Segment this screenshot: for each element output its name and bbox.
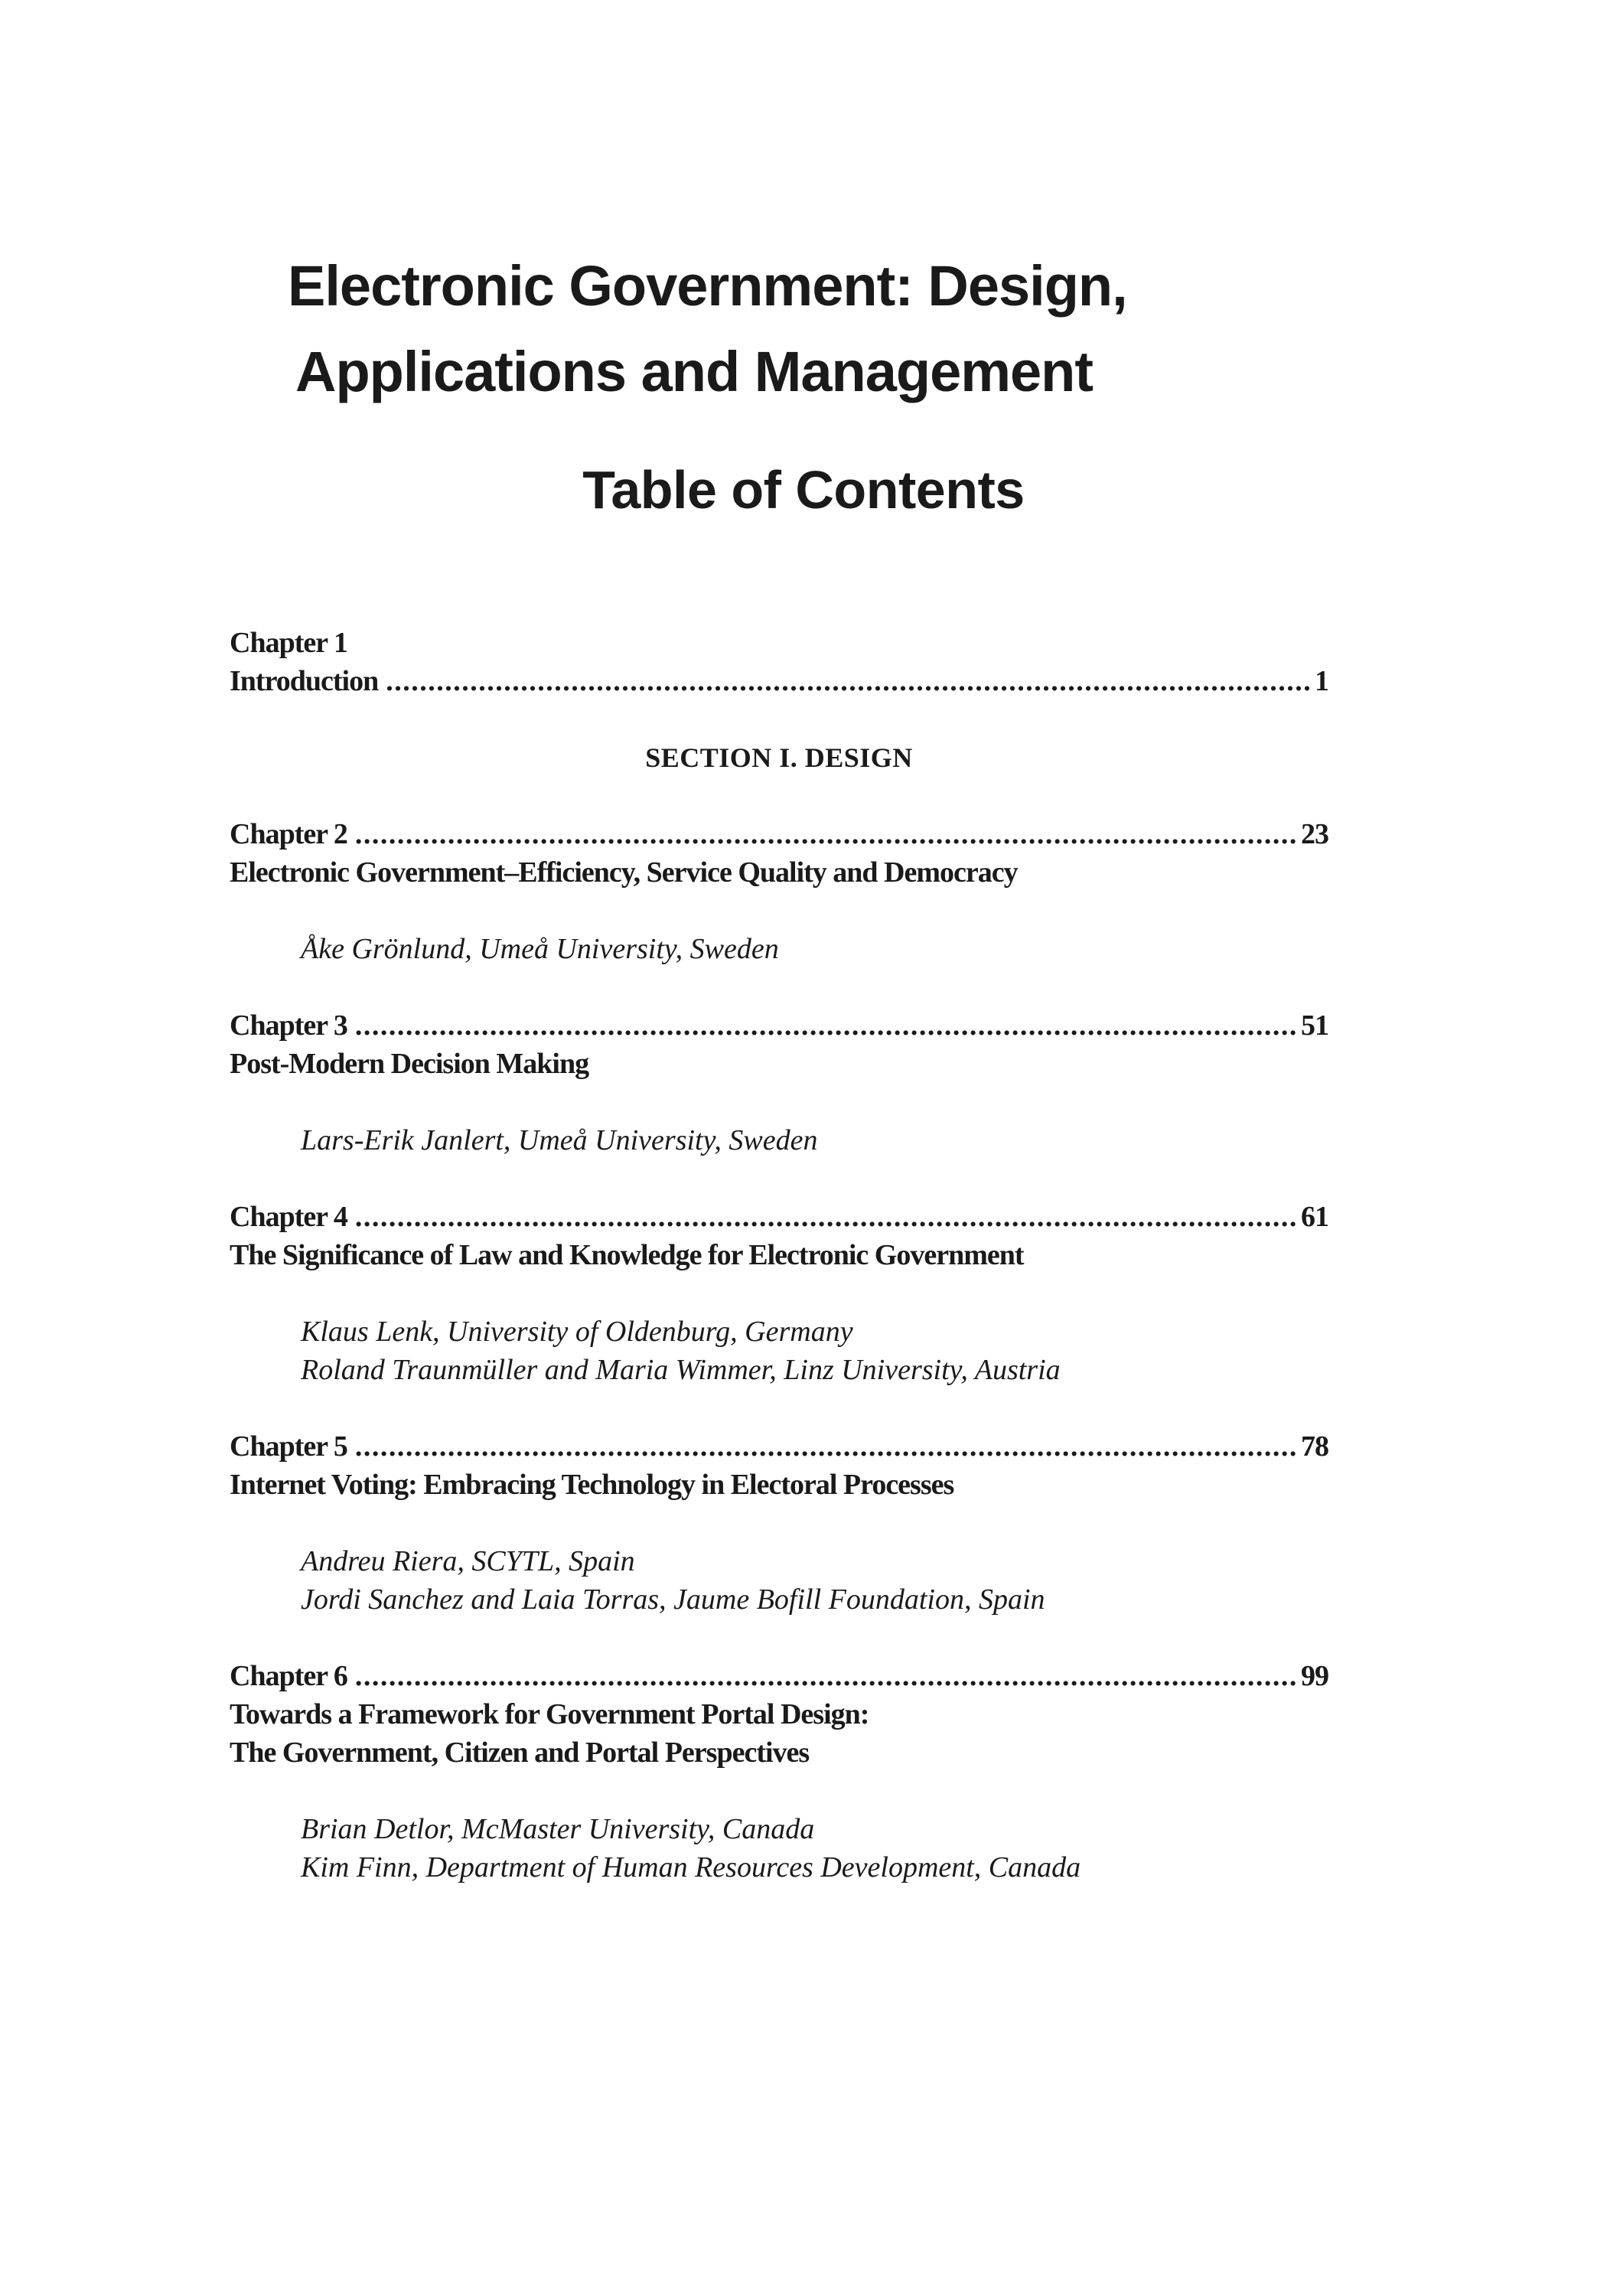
author-line: Andreu Riera, SCYTL, Spain [301,1545,635,1577]
book-title-line-1: Electronic Government: Design, [288,254,1127,318]
chapter-authors [230,1542,1328,1619]
chapter-authors [230,1121,1328,1159]
page-number: 61 [1301,1201,1328,1233]
toc-heading: Table of Contents [582,460,1025,520]
table-of-contents [230,624,1328,1887]
chapter-title: Internet Voting: Embracing Technology in Electoral Processes [230,1469,954,1501]
section-heading: SECTION I. DESIGN [645,742,913,773]
toc-entry-chapter-1 [230,624,1328,700]
page-number: 78 [1301,1430,1328,1463]
chapter-label-line [230,815,1328,853]
chapter-title: Post-Modern Decision Making [230,1048,589,1080]
toc-entry-chapter-3 [230,1006,1328,1159]
dot-leader [355,1006,1296,1045]
book-title-line-2: Applications and Management [295,340,1094,403]
chapter-label-line [230,1427,1328,1466]
chapter-title-line-1: Towards a Framework for Government Portal Design: [230,1698,869,1730]
chapter-label-line [230,1657,1328,1695]
chapter-authors [230,1313,1328,1389]
page-number: 99 [1301,1660,1328,1692]
dot-leader [355,815,1296,853]
toc-entry-chapter-4 [230,1198,1328,1389]
dot-leader [355,1657,1296,1695]
toc-entry-chapter-2 [230,815,1328,968]
author-line: Brian Detlor, McMaster University, Canada [301,1813,815,1845]
author-line: Klaus Lenk, University of Oldenburg, Germany [301,1316,853,1348]
page-number: 23 [1301,818,1328,850]
chapter-label: Chapter 2 [230,818,347,850]
chapter-title: Introduction [230,665,379,697]
chapter-authors [230,930,1328,968]
author-line: Åke Grönlund, Umeå University, Sweden [301,933,779,965]
chapter-title-line-2: The Government, Citizen and Portal Perspectives [230,1737,810,1769]
chapter-title: The Significance of Law and Knowledge for Electronic Government [230,1239,1024,1271]
dot-leader [355,1427,1296,1466]
chapter-label-line [230,1006,1328,1045]
book-title [288,243,1359,415]
page-number: 51 [1301,1009,1328,1042]
page-number: 1 [1315,665,1328,697]
chapter-label: Chapter 6 [230,1660,347,1692]
author-line: Roland Traunmüller and Maria Wimmer, Linz University, Austria [301,1354,1061,1386]
chapter-title: Electronic Government–Efficiency, Service Quality and Democracy [230,856,1018,889]
chapter-label-line [230,1198,1328,1236]
author-line: Jordi Sanchez and Laia Torras, Jaume Bofill Foundation, Spain [301,1583,1045,1616]
chapter-label: Chapter 5 [230,1430,347,1463]
chapter-label: Chapter 1 [230,627,347,659]
chapter-title-line [230,662,1328,700]
chapter-label: Chapter 3 [230,1009,347,1042]
chapter-authors [230,1810,1328,1887]
chapter-label: Chapter 4 [230,1201,347,1233]
dot-leader [386,662,1310,700]
toc-entry-chapter-5 [230,1427,1328,1619]
author-line: Kim Finn, Department of Human Resources Development, Canada [301,1851,1081,1883]
dot-leader [355,1198,1296,1236]
toc-entry-chapter-6 [230,1657,1328,1887]
author-line: Lars-Erik Janlert, Umeå University, Sweden [301,1124,818,1156]
